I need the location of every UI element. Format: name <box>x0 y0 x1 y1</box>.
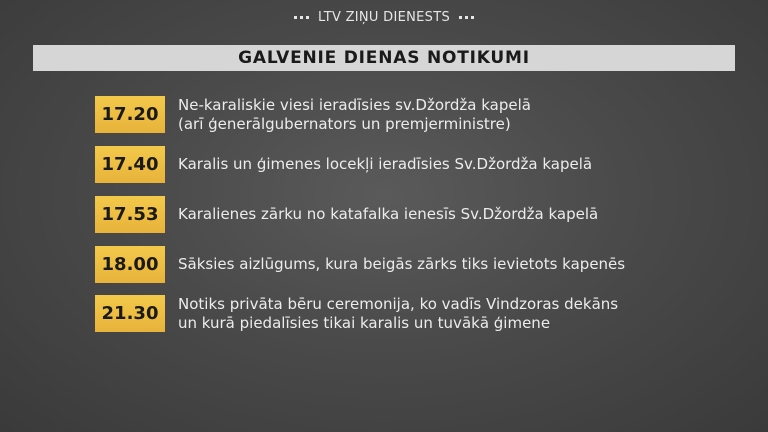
event-description-line: Karalienes zārku no katafalka ienesīs Sv.Džordža kapelā <box>178 205 599 223</box>
page-title: GALVENIE DIENAS NOTIKUMI <box>238 48 530 68</box>
event-description-line: Karalis un ģimenes locekļi ieradīsies Sv.Džordža kapelā <box>178 155 593 173</box>
title-bar <box>33 45 735 71</box>
event-description <box>178 205 598 224</box>
event-time-badge: 21.30 <box>95 295 165 332</box>
event-description <box>178 96 531 134</box>
event-description-line: Notiks privāta bēru ceremonija, ko vadīs Vindzoras dekāns <box>178 295 619 313</box>
event-description-line: (arī ģenerālgubernators un premjerministre) <box>178 115 511 133</box>
event-description <box>178 255 625 274</box>
event-description-line: Ne-karaliskie viesi ieradīsies sv.Džordža kapelā <box>178 96 531 114</box>
event-description <box>178 155 592 174</box>
event-time-badge: 18.00 <box>95 246 165 283</box>
event-description <box>178 295 618 333</box>
channel-name: LTV ZIŅU DIENESTS <box>317 9 451 25</box>
dots-left-icon <box>294 16 309 19</box>
event-time-badge: 17.20 <box>95 96 165 133</box>
event-time-badge: 17.53 <box>95 196 165 233</box>
event-description-line: un kurā piedalīsies tikai karalis un tuvākā ģimene <box>178 314 551 332</box>
channel-header <box>0 6 768 28</box>
event-description-line: Sāksies aizlūgums, kura beigās zārks tiks ievietots kapenēs <box>178 255 626 273</box>
dots-right-icon <box>459 16 474 19</box>
event-time-badge: 17.40 <box>95 146 165 183</box>
